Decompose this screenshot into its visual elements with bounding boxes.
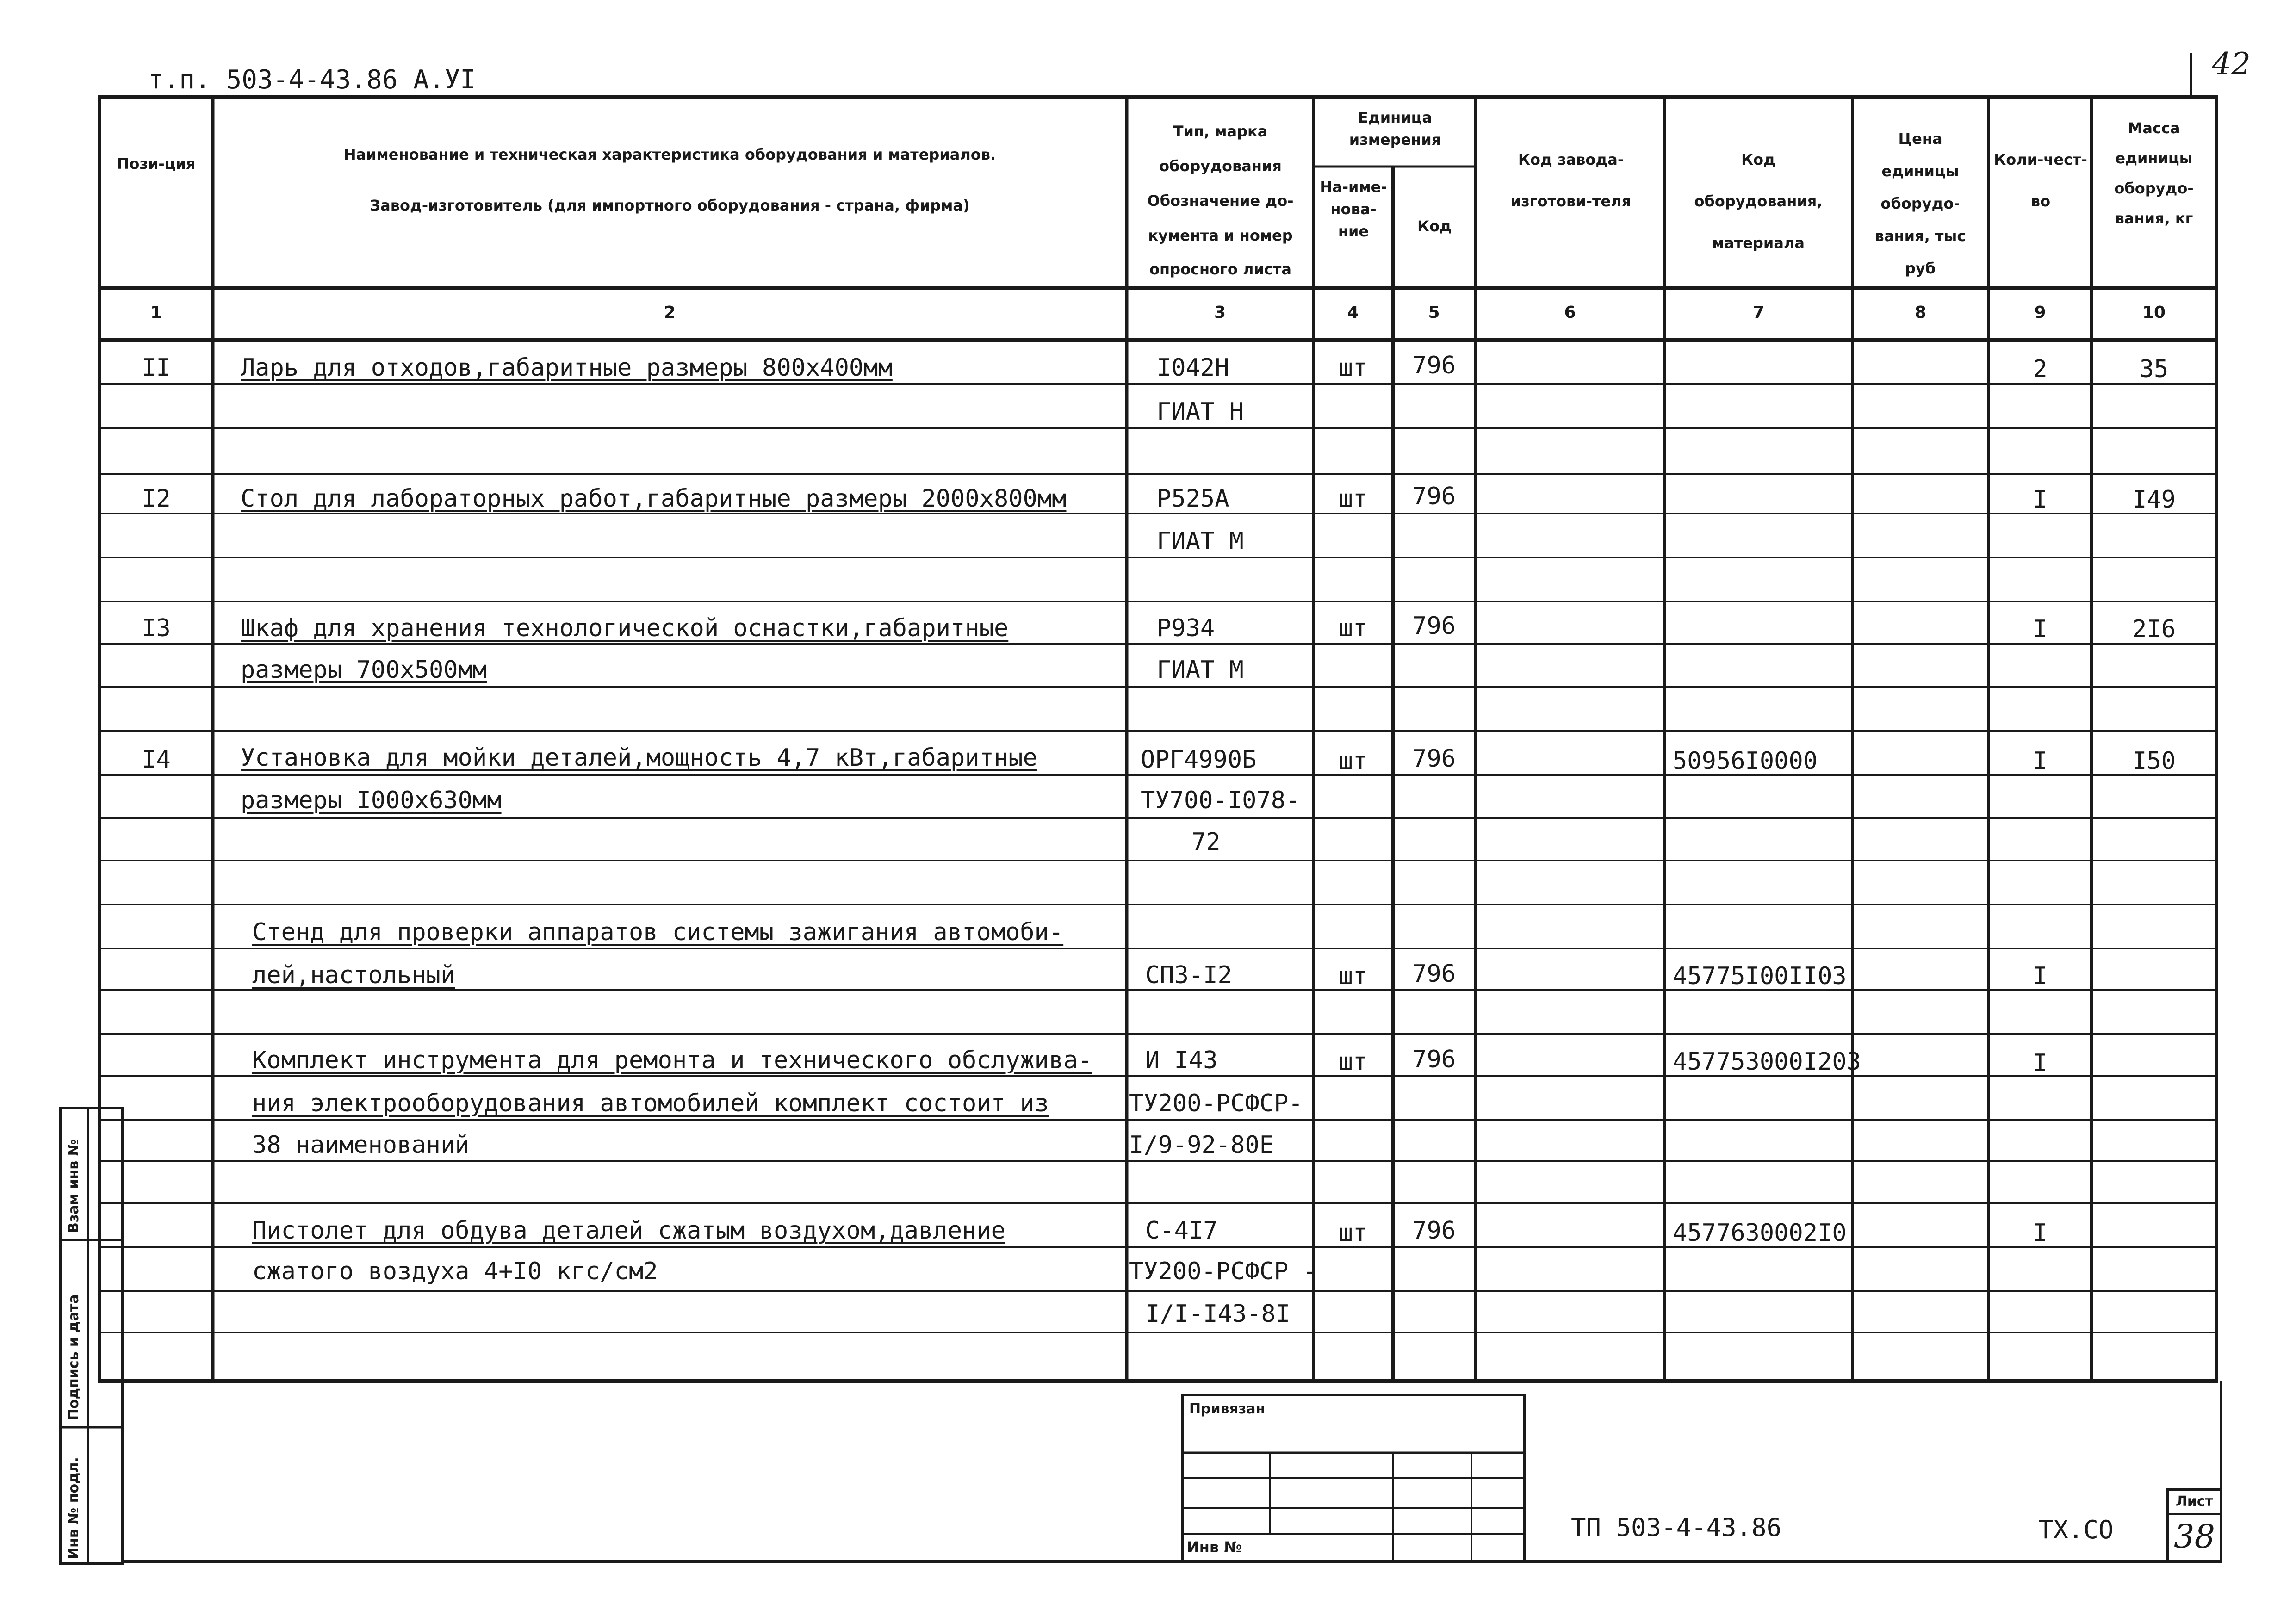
row6-type: И I43 (1145, 1047, 1218, 1074)
header-unit-code: Код (1417, 217, 1452, 235)
row2-code: 796 (1412, 483, 1456, 510)
header-name-line1: Наименование и техническая характеристика оборудования и материалов. (343, 146, 996, 163)
row7-name: Пистолет для обдува деталей сжатым воздухом,давление (252, 1217, 1005, 1245)
row5-code: 796 (1412, 960, 1456, 988)
row3-name: Шкаф для хранения технологической оснастки,габаритные (241, 614, 1009, 642)
colnum-6: 6 (1564, 303, 1576, 322)
stamp-document-code: ТП 503-4-43.86 (1571, 1513, 1782, 1542)
row4-name2: размеры I000х630мм (241, 787, 502, 814)
colnum-5: 5 (1428, 303, 1440, 322)
row1-name: Ларь для отходов,габаритные размеры 800х400мм (241, 354, 893, 382)
row2-position: I2 (142, 485, 171, 513)
row3-mass: 2I6 (2132, 615, 2176, 643)
row4-position: I4 (142, 746, 171, 774)
row6-name2: ния электрооборудования автомобилей комплект состоит из (252, 1090, 1049, 1117)
row7-type2: ТУ200-РСФСР - (1129, 1258, 1317, 1285)
row5-name: Стенд для проверки аппаратов системы зажигания автомоби- (252, 918, 1064, 946)
row6-qty: I (2033, 1049, 2048, 1077)
stamp-sheet-label: Лист (2175, 1493, 2214, 1510)
row1-qty: 2 (2033, 355, 2048, 383)
row4-mass: I50 (2132, 747, 2176, 775)
row5-unit: шт (1338, 962, 1368, 990)
row4-qty: I (2033, 747, 2048, 775)
row2-qty: I (2033, 486, 2048, 514)
side-sign-date: Подпись и дата (66, 1294, 82, 1420)
row7-qty: I (2033, 1219, 2048, 1247)
row1-unit: шт (1338, 354, 1368, 382)
row4-type2: ТУ700-I078- (1141, 787, 1300, 814)
row7-code: 796 (1412, 1217, 1456, 1245)
row6-type3: I/9-92-80Е (1129, 1131, 1274, 1159)
colnum-10: 10 (2142, 303, 2166, 322)
row5-name2: лей,настольный (252, 961, 455, 989)
row2-unit: шт (1338, 485, 1368, 513)
row2-type2: ГИАТ М (1157, 527, 1244, 555)
row6-type2: ТУ200-РСФСР- (1129, 1090, 1303, 1117)
row4-type: ОРГ4990Б (1141, 746, 1257, 774)
side-replace-inv: Взам инв № (66, 1139, 82, 1233)
row3-qty: I (2033, 615, 2048, 643)
header-type-l4: кумента и номер (1148, 227, 1293, 244)
sheet-corner-number: 42 (2212, 46, 2251, 82)
row2-type: Р525А (1157, 485, 1229, 513)
colnum-4: 4 (1347, 303, 1359, 322)
header-equip-code: Код оборудования, материала (1694, 151, 1823, 252)
header-unit-name: На-име-нова-ние (1320, 178, 1387, 240)
document-code: т.п. 503-4-43.86 А.УI (148, 65, 476, 95)
row3-code: 796 (1412, 612, 1456, 640)
row6-name: Комплект инструмента для ремонта и технического обслужива- (252, 1047, 1092, 1074)
row4-type3: 72 (1191, 828, 1221, 856)
row3-unit: шт (1338, 614, 1368, 642)
row5-qty: I (2033, 962, 2048, 990)
row7-name2: сжатого воздуха 4+I0 кгс/см2 (252, 1258, 658, 1285)
colnum-3: 3 (1214, 303, 1226, 322)
row6-name3: 38 наименований (252, 1131, 470, 1159)
colnum-9: 9 (2034, 303, 2046, 322)
header-type-l3: Обозначение до- (1147, 192, 1294, 210)
row3-position: I3 (142, 614, 171, 642)
row7-unit: шт (1338, 1219, 1368, 1247)
row5-equip-code: 45775I00II03 (1673, 962, 1847, 990)
side-inv-original: Инв № подл. (66, 1457, 82, 1559)
stamp-inv-label: Инв № (1187, 1538, 1242, 1556)
row1-type: I042Н (1157, 354, 1229, 382)
header-name-line2: Завод-изготовитель (для импортного оборудования - страна, фирма) (370, 197, 970, 214)
row4-name: Установка для мойки деталей,мощность 4,7 кВт,габаритные (241, 744, 1037, 772)
colnum-1: 1 (150, 303, 162, 322)
row7-equip-code: 4577630002I0 (1673, 1219, 1847, 1247)
colnum-2: 2 (664, 303, 676, 322)
header-maker-code: Код завода-изготови-теля (1510, 151, 1632, 210)
header-qty: Коли-чест-во (1994, 151, 2087, 210)
colnum-7: 7 (1752, 303, 1765, 322)
row1-type2: ГИАТ Н (1157, 398, 1244, 426)
row6-code: 796 (1412, 1046, 1456, 1073)
row4-equip-code: 50956I0000 (1673, 747, 1818, 775)
stamp-sheet-number: 38 (2173, 1518, 2215, 1555)
row3-name2: размеры 700х500мм (241, 656, 487, 684)
header-type-l2: оборудования (1159, 157, 1282, 175)
row6-unit: шт (1338, 1048, 1368, 1076)
row1-code: 796 (1412, 352, 1456, 379)
header-position: Пози-ция (117, 155, 196, 173)
header-unit: Единица измерения (1349, 109, 1441, 149)
header-price: Цена единицы оборудо-вания, тыс руб (1874, 130, 1966, 277)
row2-mass: I49 (2132, 486, 2176, 514)
row2-name: Стол для лабораторных работ,габаритные размеры 2000х800мм (241, 485, 1067, 513)
row4-code: 796 (1412, 745, 1456, 773)
row3-type: Р934 (1157, 614, 1215, 642)
stamp-bound-label: Привязан (1189, 1401, 1266, 1417)
row4-unit: шт (1338, 747, 1368, 775)
row3-type2: ГИАТ М (1157, 656, 1244, 684)
header-type-l1: Тип, марка (1173, 123, 1268, 140)
header-mass: Масса единицы оборудо-вания, кг (2114, 119, 2194, 227)
stamp-mark: ТХ.СО (2038, 1515, 2114, 1544)
row1-mass: 35 (2139, 355, 2169, 383)
row1-position: II (142, 354, 171, 382)
row5-type: СПЗ-I2 (1145, 961, 1232, 989)
header-type-l5: опросного листа (1149, 260, 1291, 278)
row7-type: С-4I7 (1145, 1217, 1218, 1245)
colnum-8: 8 (1914, 303, 1927, 322)
row7-type3: I/I-I43-8I (1145, 1300, 1291, 1328)
row6-equip-code: 457753000I203 (1673, 1048, 1861, 1076)
